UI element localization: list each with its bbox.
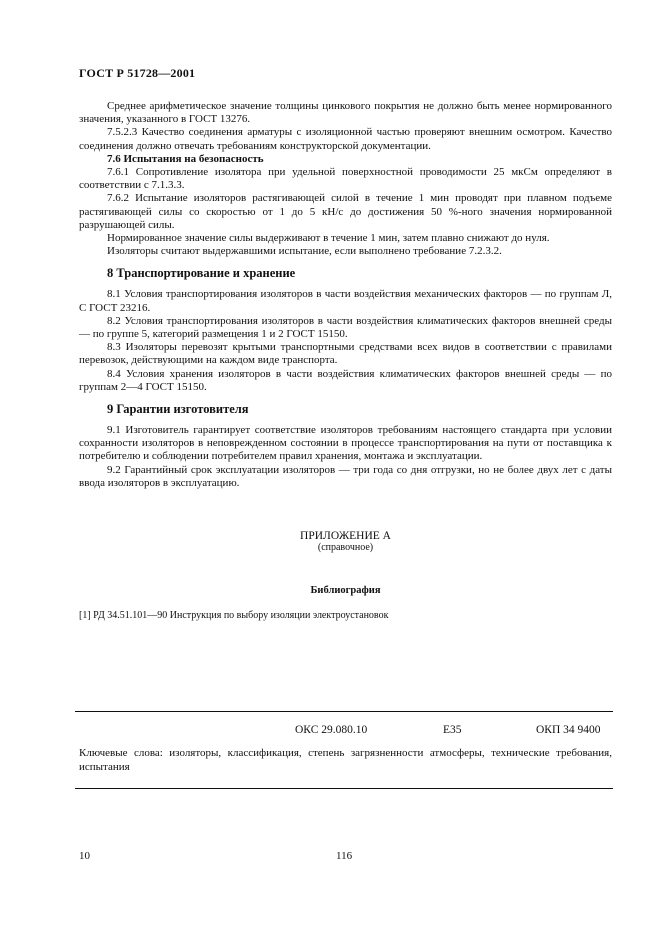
paragraph: 7.6.2 Испытание изоляторов растягивающей силой в течение 1 мин проводят при плавном подъеме растягивающей силы со скоростью от 1 до 5 кН/с до достижения 50 %-ного значения нормированной разрушающей силы.: [79, 192, 612, 231]
paragraph: Изоляторы считают выдержавшими испытание, если выполнено требование 7.2.3.2.: [107, 245, 502, 258]
paragraph: 8.4 Условия хранения изоляторов в части воздействия климатических факторов внешней среды — по группам 2—4 ГОСТ 15150.: [79, 367, 612, 393]
document-body: [79, 100, 612, 490]
paragraph: 7.6.1 Сопротивление изолятора при удельной поверхностной проводимости 25 мкСм определяют в соответствии с 7.1.3.3.: [79, 166, 612, 192]
page-number-center: 116: [336, 850, 353, 862]
section-heading-7-6: 7.6 Испытания на безопасность: [107, 152, 264, 165]
paragraph: 7.5.2.3 Качество соединения арматуры с изоляционной частью проверяют внешним осмотром. Качество соединения должно отвечать требованиям конструкторской документации.: [79, 126, 612, 152]
document-header: ГОСТ Р 51728—2001: [79, 66, 196, 80]
bibliography-title: Библиография: [310, 585, 381, 596]
paragraph: Среднее арифметическое значение толщины цинкового покрытия не должно быть менее нормированного значения, указанного в ГОСТ 13276.: [79, 100, 612, 126]
okc-code: ОКС 29.080.10: [295, 724, 368, 736]
paragraph: 8.2 Условия транспортирования изоляторов в части воздействия климатических факторов внешней среды — по группе 5, категорий размещения 1 и 2 ГОСТ 15150.: [79, 314, 612, 341]
bibliography-item: [1] РД 34.51.101—90 Инструкция по выбору изоляции электроустановок: [79, 610, 389, 621]
section-heading-8: 8 Транспортирование и хранение: [107, 266, 296, 281]
annex-note: (справочное): [317, 542, 374, 553]
divider-bottom: [75, 788, 613, 789]
paragraph: 9.2 Гарантийный срок эксплуатации изоляторов — три года со дня отгрузки, но не более двух лет с даты ввода изоляторов в эксплуатацию.: [79, 463, 612, 489]
paragraph: 8.3 Изоляторы перевозят крытыми транспортными средствами всех видов в соответствии с правилами перевозок, действующими на каждом виде транспорта.: [79, 341, 612, 367]
divider-top: [75, 711, 613, 712]
paragraph: 8.1 Условия транспортирования изоляторов в части воздействия механических факторов — по группам Л, С ГОСТ 23216.: [79, 288, 612, 314]
annex-title: ПРИЛОЖЕНИЕ А: [300, 530, 391, 542]
okp-code: ОКП 34 9400: [536, 724, 601, 736]
paragraph: 9.1 Изготовитель гарантирует соответствие изоляторов требованиям настоящего стандарта при условии сохранности изоляторов в неповрежденном состоянии в процессе транспортирования на пути от поставщика к потребителю и соблюдении потребителем правил хранения, монтажа и эксплуатации.: [79, 424, 612, 463]
paragraph: Нормированное значение силы выдерживают в течение 1 мин, затем плавно снижают до нуля.: [107, 232, 550, 245]
section-heading-9: 9 Гарантии изготовителя: [107, 402, 249, 417]
page-number-left: 10: [79, 850, 90, 862]
classification-code: Е35: [443, 724, 462, 736]
keywords: Ключевые слова: изоляторы, классификация, степень загрязненности атмосферы, технические требования, испытания: [79, 747, 612, 773]
